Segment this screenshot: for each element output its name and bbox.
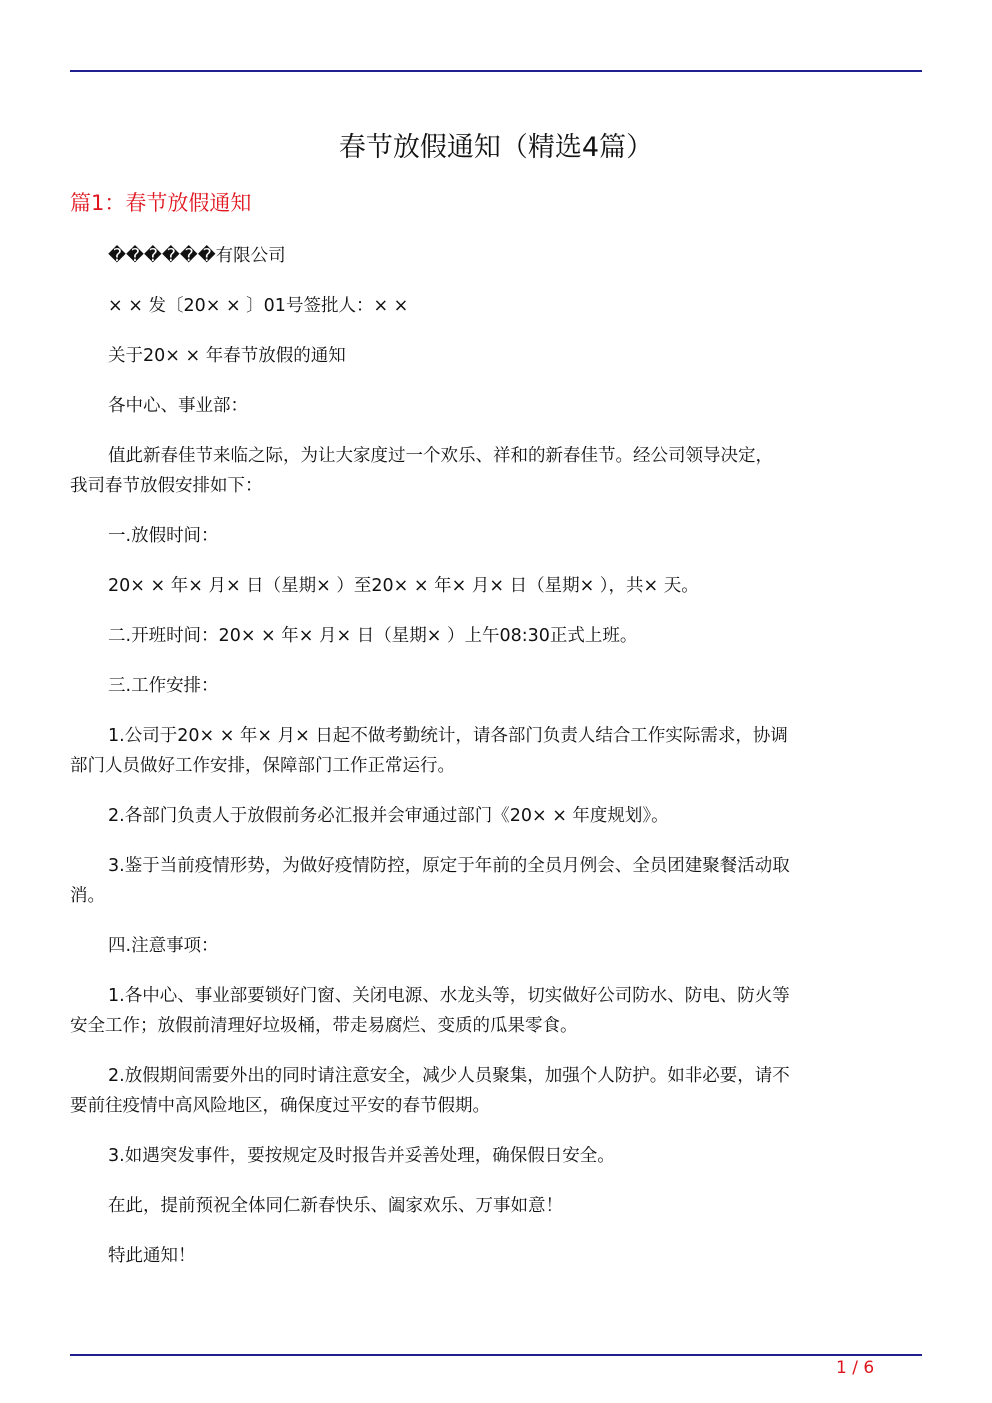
work-item-1: 1.公司于20× × 年× 月× 日起不做考勤统计，请各部门负责人结合工作实际需求，协调部门人员做好工作安排，保障部门工作正常运行。 — [70, 726, 788, 776]
work-item-3: 3.鉴于当前疫情形势，为做好疫情防控，原定于年前的全员月例会、全员团建聚餐活动取消。 — [70, 856, 790, 906]
note-item-3: 3.如遇突发事件，要按规定及时报告并妥善处理，确保假日安全。 — [108, 1146, 615, 1166]
document-body — [70, 241, 790, 1291]
heading-holiday-time: 一.放假时间： — [108, 526, 219, 546]
work-resume-text: 二.开班时间：20× × 年× 月× 日（星期× ）上午08:30正式上班。 — [108, 626, 638, 646]
greeting-text: 在此，提前预祝全体同仁新春快乐、阖家欢乐、万事如意！ — [108, 1196, 563, 1216]
header-rule — [70, 70, 922, 72]
document-title: 春节放假通知（精选4篇） — [338, 132, 654, 163]
recipients: 各中心、事业部： — [108, 396, 248, 416]
footer-rule — [70, 1354, 922, 1356]
closing-text: 特此通知！ — [108, 1246, 196, 1266]
heading-notes: 四.注意事项： — [108, 936, 219, 956]
heading-work-arrangement: 三.工作安排： — [108, 676, 219, 696]
section-heading: 篇1：春节放假通知 — [70, 191, 252, 215]
note-item-1: 1.各中心、事业部要锁好门窗、关闭电源、水龙头等，切实做好公司防水、防电、防火等安全工作；放假前清理好垃圾桶，带走易腐烂、变质的瓜果零食。 — [70, 986, 790, 1036]
note-item-2: 2.放假期间需要外出的同时请注意安全，减少人员聚集，加强个人防护。如非必要，请不要前往疫情中高风险地区，确保度过平安的春节假期。 — [70, 1066, 790, 1116]
page-indicator: 1 / 6 — [836, 1358, 875, 1378]
intro-paragraph: 值此新春佳节来临之际，为让大家度过一个欢乐、祥和的新春佳节。经公司领导决定，我司春节放假安排如下： — [70, 446, 773, 496]
holiday-time-text: 20× × 年× 月× 日（星期× ）至20× × 年× 月× 日（星期× ），共× 天。 — [108, 576, 699, 596]
company-name: ������有限公司 — [108, 246, 286, 266]
notice-subject: 关于20× × 年春节放假的通知 — [108, 346, 346, 366]
work-item-2: 2.各部门负责人于放假前务必汇报并会审通过部门《20× × 年度规划》。 — [108, 806, 669, 826]
document-number: × × 发〔20× × 〕01号签批人：× × — [108, 296, 409, 316]
